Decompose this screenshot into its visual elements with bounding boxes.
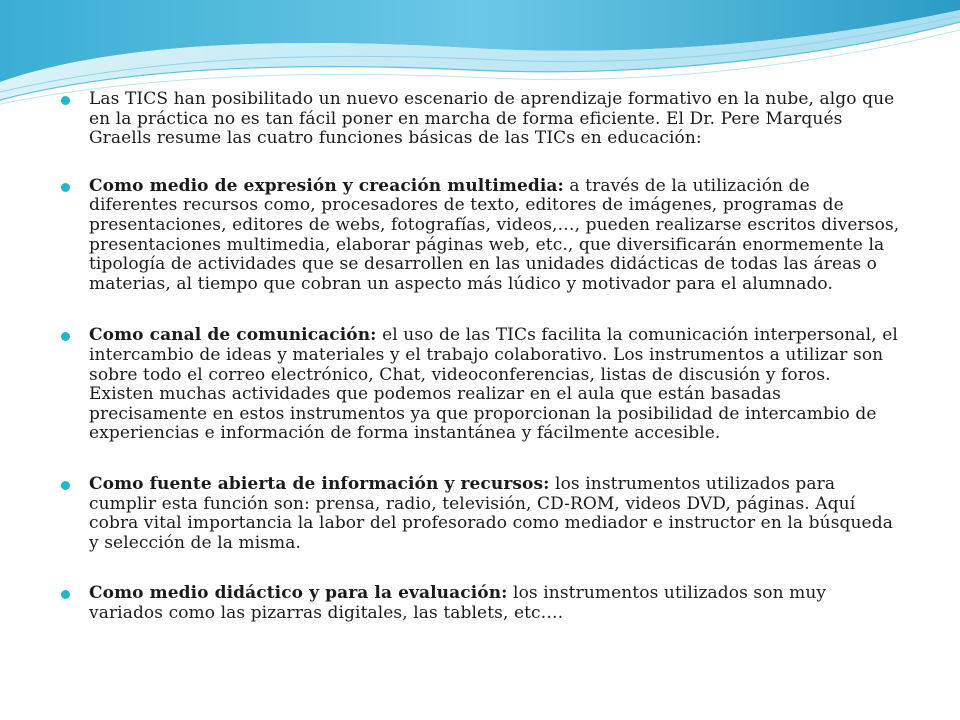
bullet-item-information-source bbox=[60, 475, 900, 553]
bullet-text: los instrumentos utilizados para cumplir esta función son: prensa, radio, televisión, CD-ROM, videos DVD, páginas. Aquí cobra vital importancia la labor del profesorado como mediador e instructor en la búsqueda y selección de la misma. bbox=[89, 473, 893, 553]
bullet-text: el uso de las TICs facilita la comunicación interpersonal, el intercambio de ideas y materiales y el trabajo colaborativo. Los instrumentos a utilizar son sobre todo el correo electrónico, Chat, videoconferencias, listas de discusión y foros. Existen muchas actividades que podemos realizar en el aula que están basadas precisamente en estos instrumentos ya que proporcionan la posibilidad de intercambio de experiencias e información de forma instantánea y fácilmente accesible. bbox=[89, 325, 898, 444]
bullet-dot-icon bbox=[61, 183, 70, 192]
bullet-list bbox=[60, 90, 900, 623]
bullet-item-communication bbox=[60, 326, 900, 444]
bullet-text: los instrumentos utilizados son muy variados como las pizarras digitales, las tablets, etc…. bbox=[89, 583, 827, 623]
bullet-item-intro bbox=[60, 90, 900, 149]
bullet-heading: Como fuente abierta de información y recursos: bbox=[89, 473, 550, 494]
bullet-text: Las TICS han posibilitado un nuevo escenario de aprendizaje formativo en la nube, algo que en la práctica no es tan fácil poner en marcha de forma eficiente. El Dr. Pere Marqués Graells resume las cuatro funciones básicas de las TICs en educación: bbox=[89, 89, 895, 149]
bullet-text: a través de la utilización de diferentes recursos como, procesadores de texto, editores de imágenes, programas de presentaciones, editores de webs, fotografías, videos,…, pueden realizarse escritos diversos, presentaciones multimedia, elaborar páginas web, etc., que diversificarán enormemente la tipología de actividades que se desarrollen en las unidades didácticas de todas las áreas o materias, al tiempo que cobran un aspecto más lúdico y motivador para el alumnado. bbox=[89, 175, 900, 294]
bullet-heading: Como medio didáctico y para la evaluación: bbox=[89, 583, 508, 604]
bullet-item-didactic bbox=[60, 584, 900, 623]
bullet-dot-icon bbox=[61, 96, 70, 105]
bullet-dot-icon bbox=[61, 481, 70, 490]
bullet-dot-icon bbox=[61, 590, 70, 599]
bullet-heading: Como canal de comunicación: bbox=[89, 325, 377, 346]
bullet-dot-icon bbox=[61, 332, 70, 341]
bullet-item-multimedia bbox=[60, 177, 900, 295]
bullet-heading: Como medio de expresión y creación multimedia: bbox=[89, 175, 564, 196]
